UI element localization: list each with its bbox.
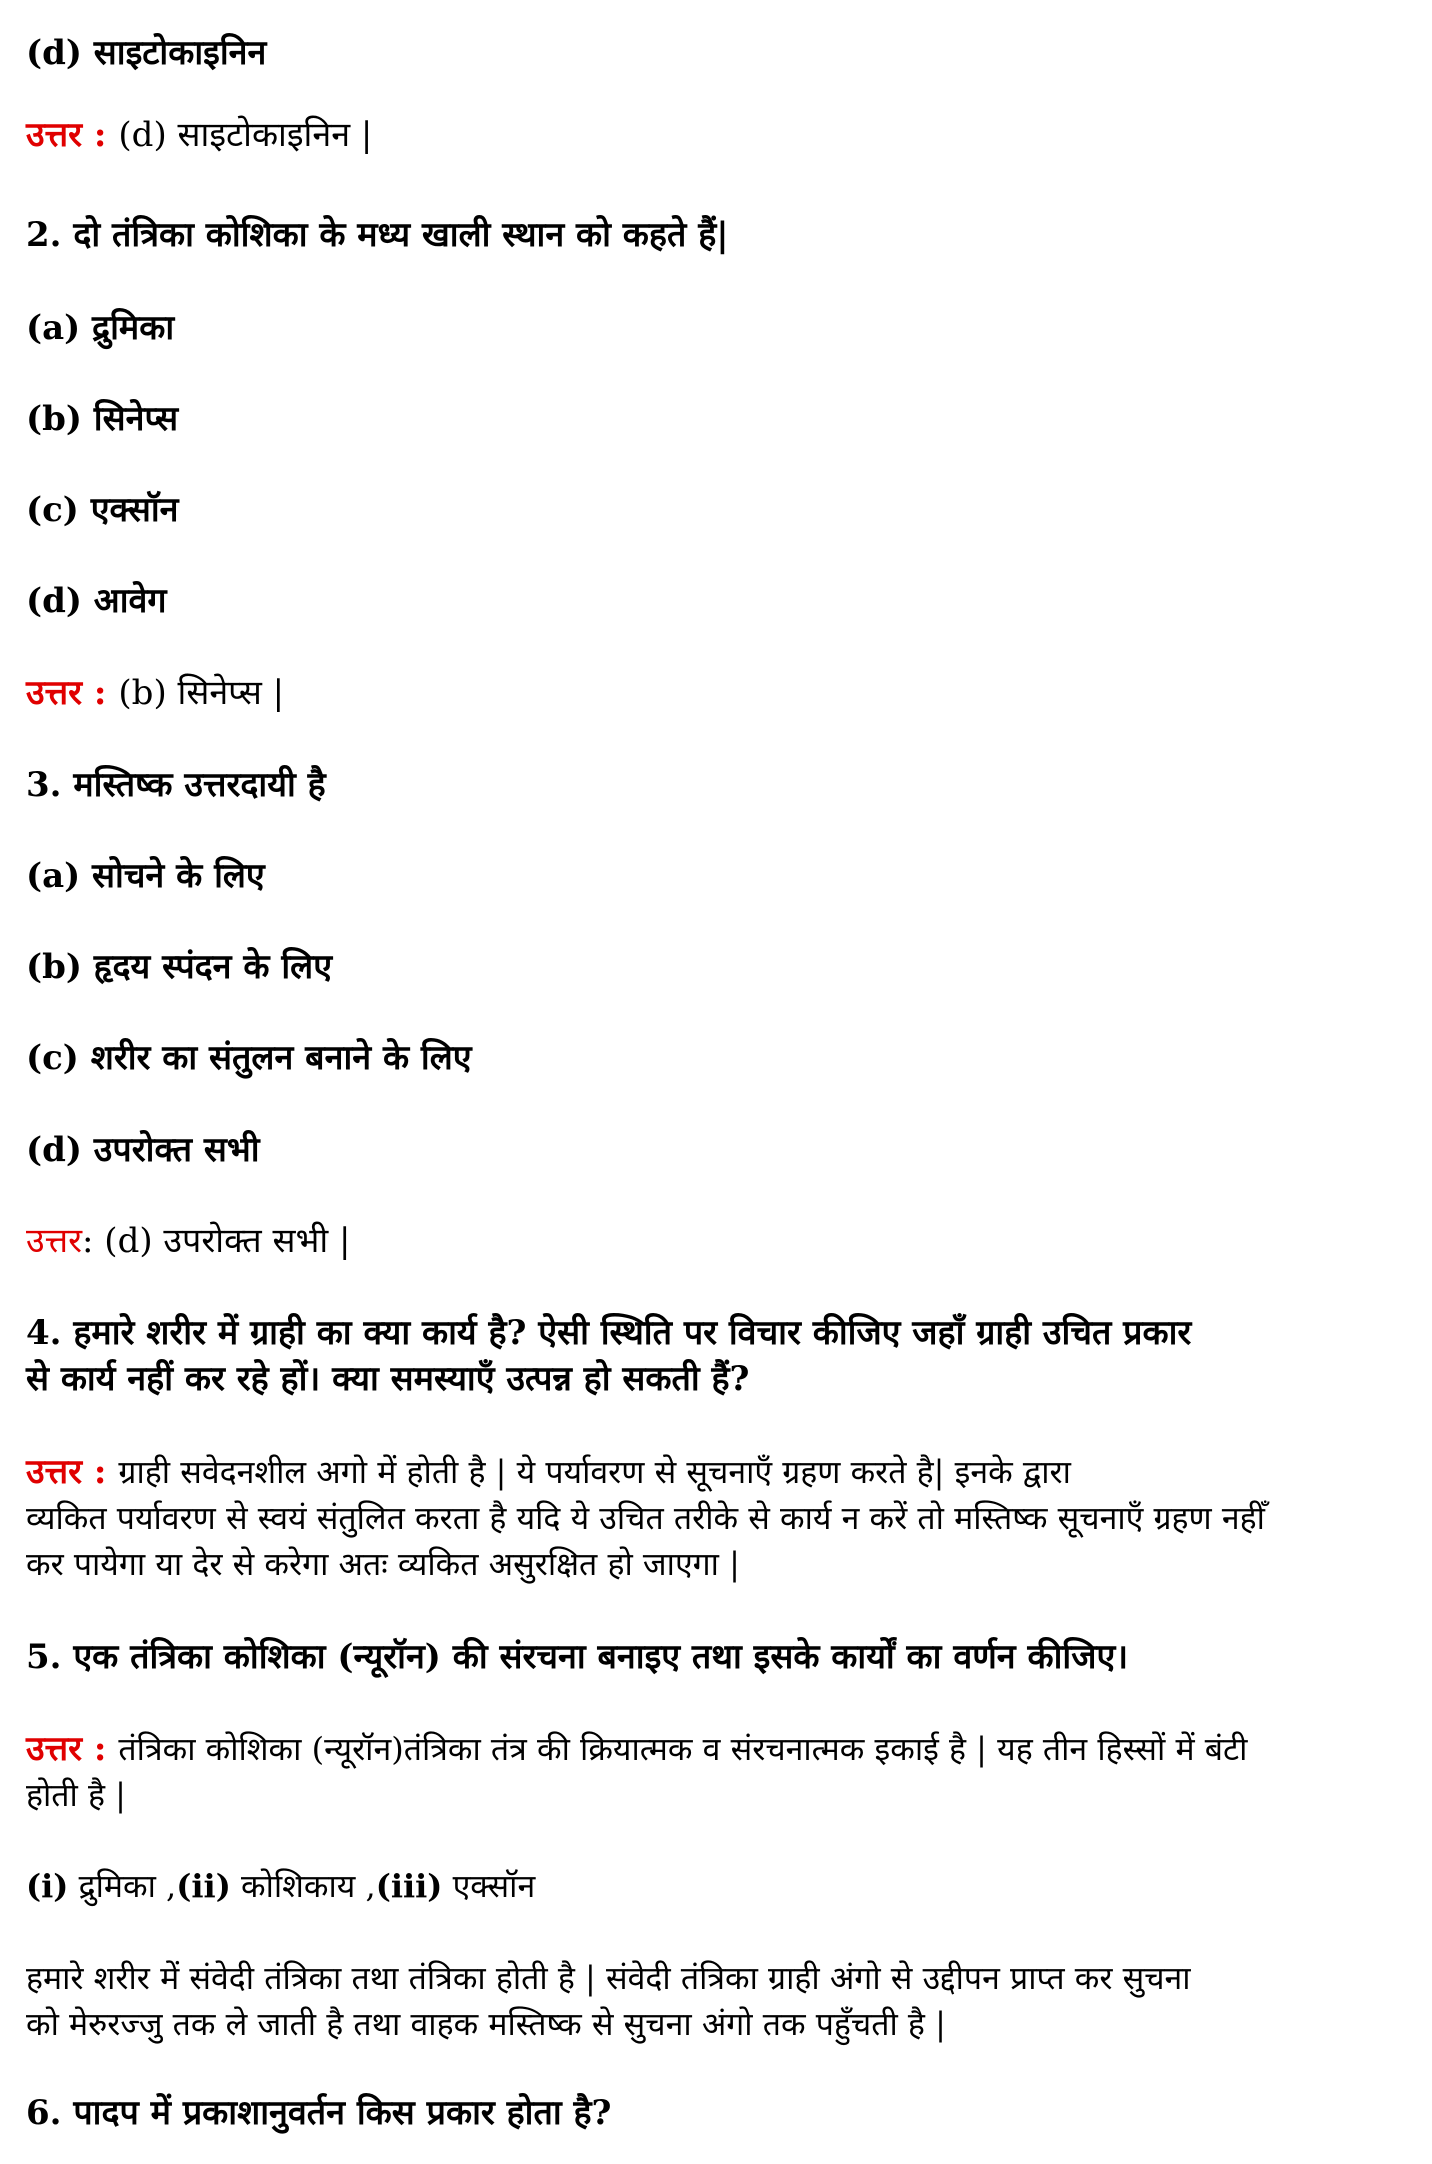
q3-option-d: (d) उपरोक्त सभी	[26, 1130, 260, 1170]
q4-question-line: से कार्य नहीं कर रहे हों। क्या समस्याएँ उत्पन्न हो सकती हैं?	[26, 1359, 750, 1399]
q3-question: 3. मस्तिष्क उत्तरदायी है	[26, 765, 326, 805]
q4-question	[26, 1310, 1416, 1402]
part-1-text: द्रुमिका ,	[78, 1867, 177, 1905]
q3-option-a: (a) सोचने के लिए	[26, 856, 265, 896]
answer-line: ग्राही सवेदनशील अगो में होती है | ये पर्यावरण से सूचनाएँ ग्रहण करते है| इनके द्वारा	[118, 1453, 1071, 1491]
answer-label: उत्तर :	[26, 673, 107, 713]
part-3-text: एक्सॉन	[452, 1867, 536, 1905]
answer-line: होती है |	[26, 1776, 126, 1814]
answer-label: उत्तर :	[26, 115, 107, 155]
answer-text: (d) साइटोकाइनिन |	[118, 115, 373, 155]
q5-parts	[26, 1863, 1406, 1909]
q5-answer	[26, 1726, 1416, 1818]
q1-answer	[26, 112, 1406, 158]
part-2-text: कोशिकाय ,	[241, 1867, 376, 1905]
answer-text: : (d) उपरोक्त सभी |	[82, 1221, 351, 1261]
q2-option-a: (a) द्रुमिका	[26, 308, 175, 348]
answer-line: व्यकित पर्यावरण से स्वयं संतुलित करता है यदि ये उचित तरीके से कार्य न करें तो मस्तिष्क सूचनाएँ ग्रहण नहीँ	[26, 1499, 1265, 1537]
q1-option-d: (d) साइटोकाइनिन	[26, 33, 267, 73]
extra-line: को मेरुरज्जु तक ले जाती है तथा वाहक मस्तिष्क से सुचना अंगो तक पहुँचती है |	[26, 2005, 946, 2043]
q4-question-line: 4. हमारे शरीर में ग्राही का क्या कार्य है? ऐसी स्थिति पर विचार कीजिए जहाँ ग्राही उचित प्रकार	[26, 1313, 1192, 1353]
answer-line: कर पायेगा या देर से करेगा अतः व्यकित असुरक्षित हो जाएगा |	[26, 1545, 740, 1583]
answer-text: (b) सिनेप्स |	[118, 673, 285, 713]
q6-question: 6. पादप में प्रकाशानुवर्तन किस प्रकार होता है?	[26, 2093, 612, 2133]
q2-answer	[26, 670, 1406, 716]
q5-extra	[26, 1955, 1416, 2047]
answer-label: उत्तर :	[26, 1452, 107, 1492]
q2-option-b: (b) सिनेप्स	[26, 399, 179, 439]
answer-label: उत्तर	[26, 1221, 83, 1261]
part-2-number: (ii)	[176, 1867, 231, 1905]
part-1-number: (i)	[26, 1867, 69, 1905]
q2-option-d: (d) आवेग	[26, 581, 167, 621]
answer-line: तंत्रिका कोशिका (न्यूरॉन)तंत्रिका तंत्र की क्रियात्मक व संरचनात्मक इकाई है | यह तीन हिस्सों में बंटी	[118, 1730, 1248, 1768]
extra-line: हमारे शरीर में संवेदी तंत्रिका तथा तंत्रिका होती है | संवेदी तंत्रिका ग्राही अंगो से उद्दीपन प्राप्त कर सुचना	[26, 1959, 1191, 1997]
q3-answer	[26, 1218, 1406, 1264]
q5-question: 5. एक तंत्रिका कोशिका (न्यूरॉन) की संरचना बनाइए तथा इसके कार्यों का वर्णन कीजिए।	[26, 1637, 1129, 1677]
answer-label: उत्तर :	[26, 1729, 107, 1769]
q3-option-b: (b) हृदय स्पंदन के लिए	[26, 947, 333, 987]
part-3-number: (iii)	[375, 1867, 443, 1905]
q2-question: 2. दो तंत्रिका कोशिका के मध्य खाली स्थान को कहते हैं|	[26, 215, 729, 255]
q3-option-c: (c) शरीर का संतुलन बनाने के लिए	[26, 1038, 472, 1078]
q2-option-c: (c) एक्सॉन	[26, 490, 179, 530]
q4-answer	[26, 1449, 1416, 1587]
